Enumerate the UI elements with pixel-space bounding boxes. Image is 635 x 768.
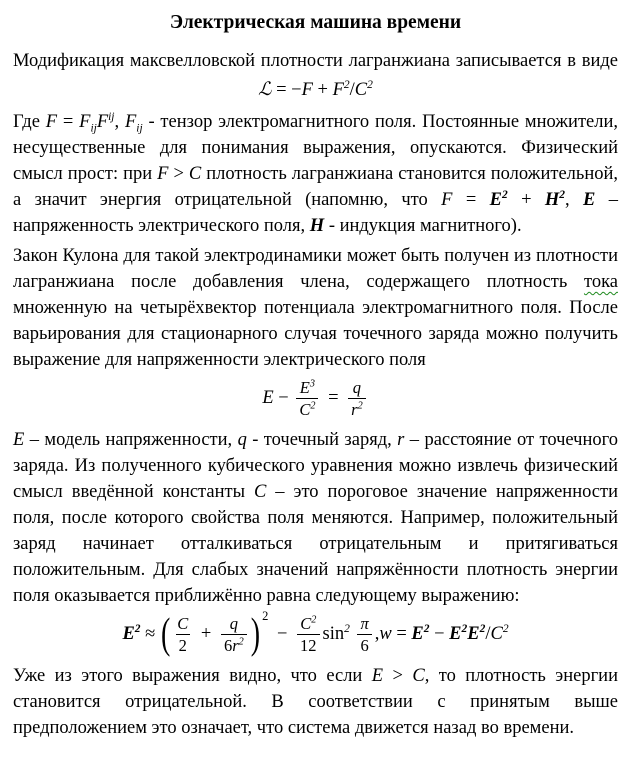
fraction-numerator: q <box>229 614 238 633</box>
fraction-numerator: π <box>360 614 369 633</box>
left-paren: ( <box>160 609 171 658</box>
fraction-e3-over-c2 <box>296 378 318 419</box>
fraction-denominator: 6 <box>357 634 371 655</box>
sin-squared-term: $\sin^2$ <box>322 622 350 644</box>
paragraph-constant-meaning: E – модель напряженности, q - точечный заряд, r – расстояние от точечного заряда. Из полученного кубического уравнения можно извлечь физический смысл введённой константы C – это пороговое значение напряженности поля, после которого свойства поля меняются. Например, положительный заряд начинает отталкиваться отрицательным и притягиваться положительным. Для слабых значений напряжённости плотность энергии поля оказывается приближённо равна следующему выражению: <box>13 430 619 606</box>
fraction-q-over-r2 <box>348 378 366 419</box>
paragraph-intro: Модификация максвелловской плотности лагранжиана записывается в виде <box>13 51 618 71</box>
field-equation-lhs: E − <box>262 388 294 408</box>
fraction-numerator: $C^2$ <box>300 614 317 633</box>
fraction-denominator: $6r^2$ <box>221 634 247 655</box>
document-title: Электрическая машина времени <box>169 12 462 33</box>
minus-sign: − <box>272 624 293 644</box>
fraction-numerator: q <box>352 378 362 397</box>
paragraph-conclusion: Уже из этого выражения видно, что если E > C, то плотность энергии становится отрицательной. В соответствии с принятым выше предположением это означает, что система движется назад во времени. <box>13 666 618 738</box>
equals-sign: = <box>323 388 344 408</box>
w-definition: $,w = E^2 - E^2E^2/C^2$ <box>374 622 509 644</box>
fraction-pi-over-6 <box>357 614 371 655</box>
fraction-denominator: 2 <box>176 634 190 655</box>
fraction-denominator: $C^2$ <box>296 398 318 419</box>
formula-lagrangian <box>13 79 618 101</box>
fraction-q-over-6r2 <box>221 614 247 655</box>
right-paren: ) <box>250 609 261 658</box>
fraction-numerator: C <box>177 614 189 633</box>
fraction-c-over-2 <box>174 614 191 655</box>
formula-field-equation <box>13 378 618 419</box>
paragraph-coulomb-law: Закон Кулона для такой электродинамики может быть получен из плотности лагранжиана после добавления члена, содержащего плотность тока множенную на четырёхвектор потенциала электромагнитного поля. После варьирования для стационарного случая точечного заряда можно получить выражение для напряженности электрического поля <box>13 246 618 370</box>
fraction-numerator: $E^3$ <box>299 378 315 397</box>
fraction-c2-over-12 <box>297 614 320 655</box>
fraction-denominator: 12 <box>297 634 320 655</box>
plus-sign: + <box>196 624 216 644</box>
lagrangian-expression: ℒ = $-F + F^2/C^2$ <box>258 78 373 100</box>
formula-energy-density: $E^2$ ≈ ( $\frac{C}{2}$ + $\frac{q}{6r^2}$ ) 2 − $\frac{C^2}{12}$ $\sin^2$ $\frac{\pi}{6}$ $,w = E^2 - E^2E^2/C^2$ <box>122 609 509 658</box>
fraction-denominator: $r^2$ <box>348 398 366 419</box>
paragraph-tensor-explanation: Где $F = F_{ij}F^{ij}$, $F_{ij}$ - тензор электромагнитного поля. Постоянные множители, несущественные для понимания выражения, опускаются. Физический смысл прост: при F > C плотность лагранжиана становится положительной, а значит энергия отрицательной (напомню, что $F = E^2 + H^2$, E – напряженность электрического поля, H - индукция магнитного). <box>13 110 619 236</box>
energy-lhs: $E^2$ ≈ <box>122 622 160 644</box>
